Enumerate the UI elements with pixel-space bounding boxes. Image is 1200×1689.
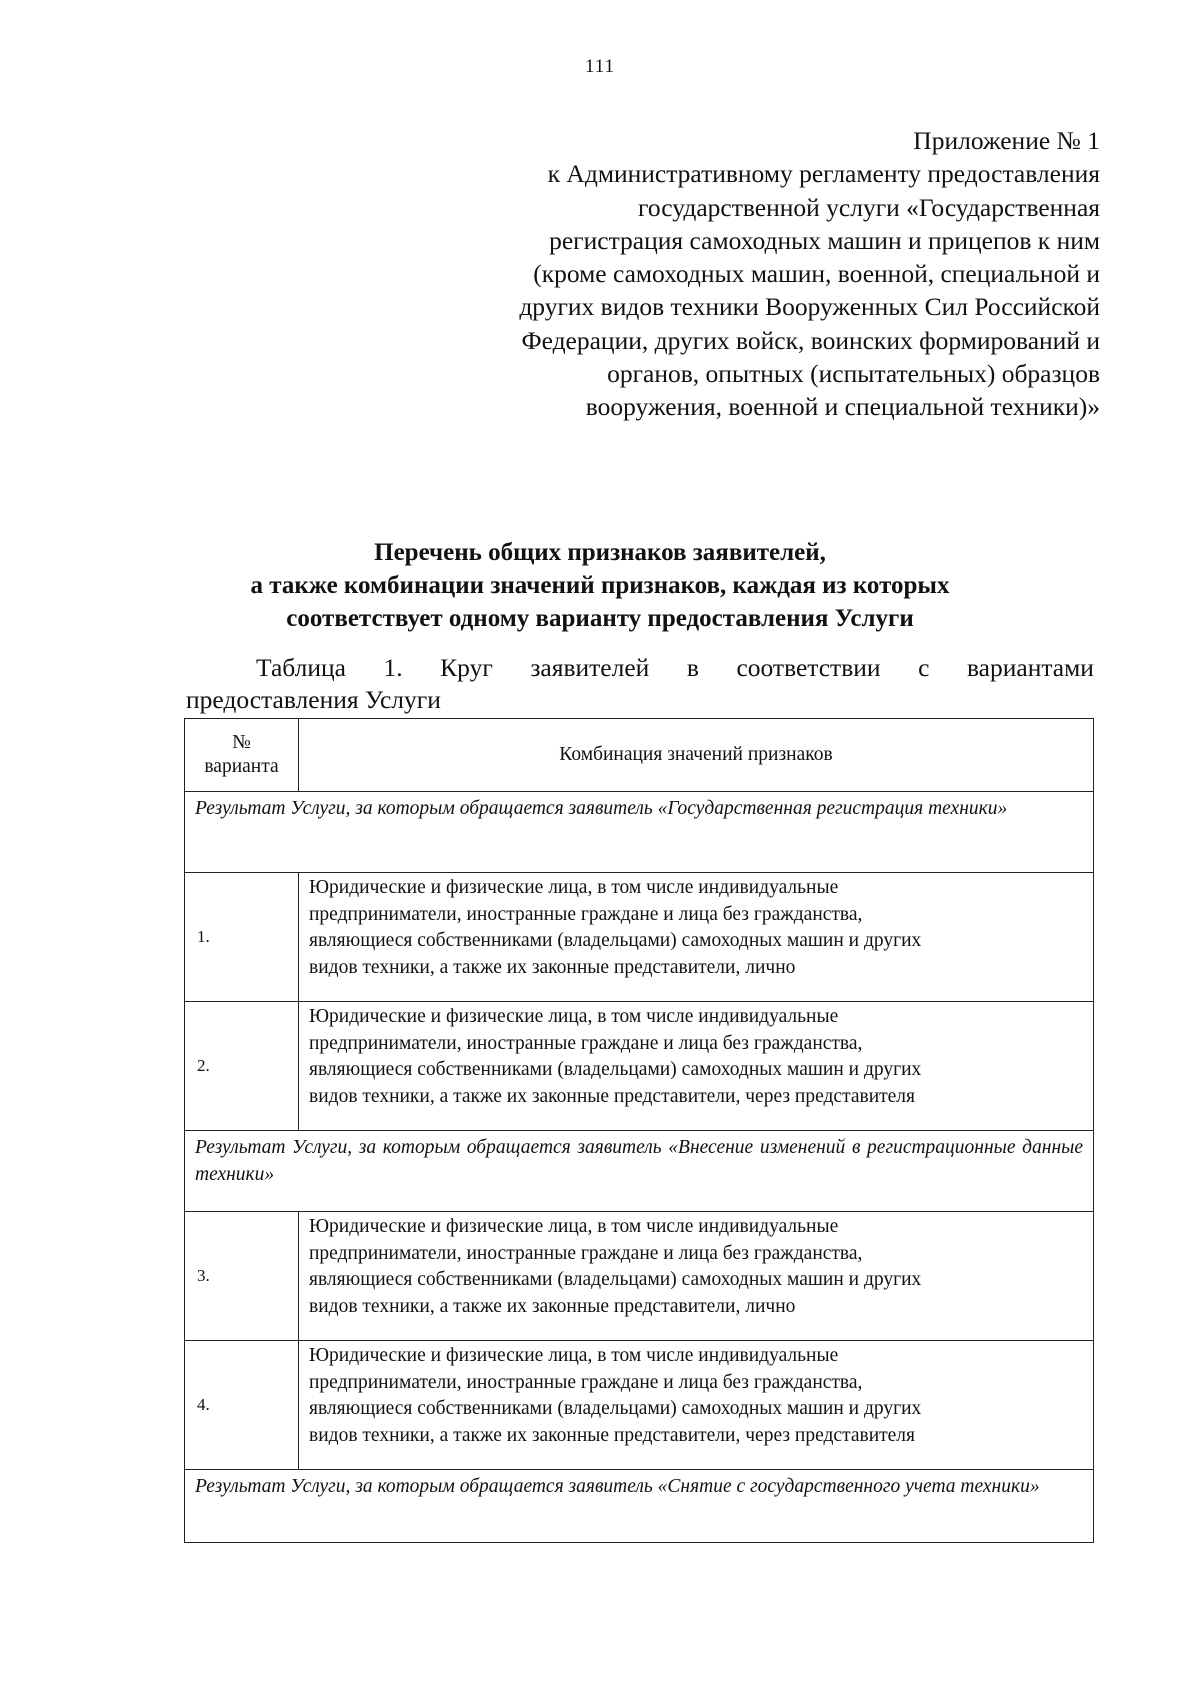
description-line: являющиеся собственниками (владельцами) самоходных машин и других: [309, 1398, 922, 1419]
caption-word: Круг: [440, 653, 493, 682]
description-line: Юридические и физические лица, в том числе индивидуальные: [309, 877, 839, 898]
description-line: видов техники, а также их законные представители, через представителя: [309, 1085, 916, 1107]
caption-word: вариантами: [966, 653, 1094, 682]
table-row: [185, 1341, 1094, 1470]
appendix-line: (кроме самоходных машин, военной, специальной и: [533, 259, 1100, 289]
appendix-line: органов, опытных (испытательных) образцов: [607, 359, 1100, 389]
caption-word: в: [686, 653, 699, 682]
appendix-line: регистрация самоходных машин и прицепов к ним: [549, 225, 1100, 255]
caption-line: [186, 652, 1094, 684]
document-heading: [0, 536, 1200, 635]
caption-line: предоставления Услуги: [186, 685, 441, 714]
variant-number: 3.: [185, 1212, 299, 1341]
heading-line: Перечень общих признаков заявителей,: [374, 539, 826, 566]
description-line: являющиеся собственниками (владельцами) самоходных машин и других: [309, 1269, 922, 1290]
variant-number: 4.: [185, 1341, 299, 1470]
table-row: [185, 873, 1094, 1002]
description-line: видов техники, а также их законные представители, лично: [309, 1295, 796, 1317]
caption-word: Таблица: [256, 653, 346, 682]
caption-word: соответствии: [736, 653, 881, 682]
variant-description: [299, 1341, 1094, 1470]
heading-line: а также комбинации значений признаков, каждая из которых: [250, 572, 950, 599]
description-line: видов техники, а также их законные представители, через представителя: [309, 1424, 916, 1446]
description-line: являющиеся собственниками (владельцами) самоходных машин и других: [309, 930, 922, 951]
section-row: [185, 1470, 1094, 1543]
caption-word: с: [918, 653, 930, 682]
variant-number: 1.: [185, 873, 299, 1002]
appendix-line: Приложение № 1: [913, 126, 1100, 155]
header-num-symbol: №: [232, 732, 251, 753]
description-line: Юридические и физические лица, в том числе индивидуальные: [309, 1006, 839, 1027]
section-title: Результат Услуги, за которым обращается заявитель «Государственная регистрация техники»: [185, 792, 1094, 873]
appendix-line: к Административному регламенту предоставления: [547, 159, 1100, 189]
header-variant-number: [185, 719, 299, 792]
section-row: [185, 792, 1094, 873]
description-line: Юридические и физические лица, в том числе индивидуальные: [309, 1216, 839, 1237]
description-line: являющиеся собственниками (владельцами) самоходных машин и других: [309, 1059, 922, 1080]
appendix-line: других видов техники Вооруженных Сил Российской: [519, 292, 1100, 322]
description-line: предприниматели, иностранные граждане и лица без гражданства,: [309, 1371, 863, 1393]
table-row: [185, 1212, 1094, 1341]
variant-description: [299, 873, 1094, 1002]
heading-line: соответствует одному варианту предоставления Услуги: [286, 605, 914, 632]
description-line: предприниматели, иностранные граждане и лица без гражданства,: [309, 903, 863, 925]
section-title: Результат Услуги, за которым обращается заявитель «Снятие с государственного учета техники»: [185, 1470, 1094, 1543]
appendix-block: [380, 124, 1100, 424]
caption-word: 1.: [383, 653, 403, 682]
variant-description: [299, 1212, 1094, 1341]
description-line: Юридические и физические лица, в том числе индивидуальные: [309, 1345, 839, 1366]
table-header-row: [185, 719, 1094, 792]
description-line: видов техники, а также их законные представители, лично: [309, 956, 796, 978]
table-row: [185, 1002, 1094, 1131]
table-caption: [186, 652, 1094, 716]
section-title: Результат Услуги, за которым обращается заявитель «Внесение изменений в регистрационные данные техники»: [185, 1131, 1094, 1212]
header-combination: Комбинация значений признаков: [299, 719, 1094, 792]
description-line: предприниматели, иностранные граждане и лица без гражданства,: [309, 1242, 863, 1264]
appendix-line: вооружения, военной и специальной техники)»: [585, 392, 1100, 422]
appendix-line: Федерации, других войск, воинских формирований и: [521, 325, 1100, 355]
caption-word: заявителей: [530, 653, 650, 682]
page-number: 111: [584, 56, 616, 77]
variants-table: [184, 718, 1094, 1543]
description-line: предприниматели, иностранные граждане и лица без гражданства,: [309, 1032, 863, 1054]
variant-description: [299, 1002, 1094, 1131]
variant-number: 2.: [185, 1002, 299, 1131]
header-num-label: варианта: [204, 756, 279, 777]
appendix-line: государственной услуги «Государственная: [638, 192, 1100, 222]
section-row: [185, 1131, 1094, 1212]
